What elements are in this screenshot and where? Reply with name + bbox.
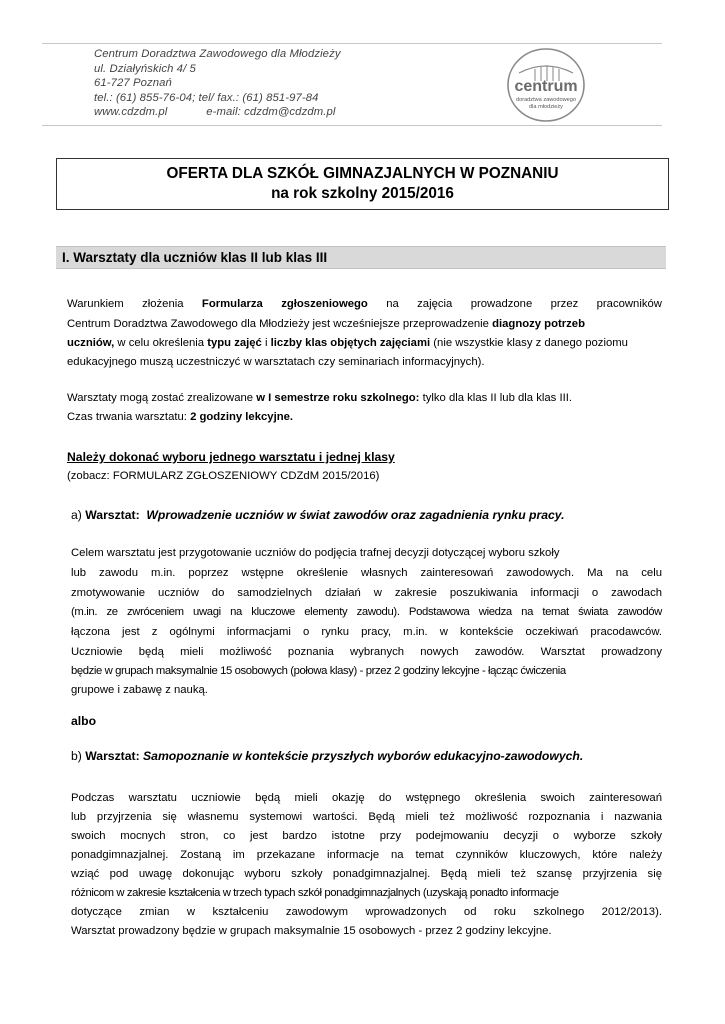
section-heading: I. Warsztaty dla uczniów klas II lub klas III (62, 250, 328, 265)
or-label: albo (71, 714, 97, 728)
workshop-a-line: lub zawodu m.in. poprzez wstępne określenie własnych zainteresowań zawodowych. Ma na celu (71, 567, 662, 579)
workshop-b-line: lub przyjrzenia się własnemu systemowi wartości. Będą mieli też możliwość rozpoznania i nazwania (71, 811, 662, 823)
workshop-a-line: Celem warsztatu jest przygotowanie uczniów do podjęcia trafnej decyzji dotyczącej wyboru szkoły (71, 547, 560, 559)
text-run-bold: diagnozy potrzeb (492, 318, 585, 330)
text-run: w celu określenia (114, 337, 208, 349)
word-bold: zgłoszeniowego (281, 298, 368, 310)
workshop-b-line: Warsztat prowadzony będzie w grupach maksymalnie 15 osobowych - przez 2 godziny lekcyjne. (71, 925, 552, 937)
workshop-a-heading (71, 508, 565, 523)
letterhead-street: ul. Działyńskich 4/ 5 (94, 62, 196, 75)
word-bold: Formularza (201, 298, 263, 310)
offer-title-box (56, 158, 669, 210)
word: pracowników (596, 298, 662, 310)
header-top-rule (42, 43, 662, 44)
workshop-a-line: (m.in. ze zwróceniem uwagi na kluczowe elementy zawodu). Podstawowa wiedza na temat świata zawodów (71, 606, 662, 618)
letterhead-org-name: Centrum Doradztwa Zawodowego dla Młodzieży (94, 48, 341, 60)
intro-line-3 (67, 336, 628, 351)
centrum-logo-graphic (505, 45, 587, 125)
workshop-b-line: swoich mocnych stron, co jest bardzo istotne przy podejmowaniu decyzji o wyborze szkoły (71, 830, 662, 842)
intro-line-1 (67, 297, 662, 312)
text-run-bold: w I semestrze roku szkolnego: (256, 392, 420, 404)
text-run-bold: 2 godziny lekcyjne. (190, 411, 294, 423)
list-marker-b: b) (71, 749, 86, 763)
text-run-bold: liczby klas objętych zajęciami (270, 337, 431, 349)
text-run: tylko dla klas II lub dla klas III. (419, 392, 573, 404)
offer-title: OFERTA DLA SZKÓŁ GIMNAZJALNYCH W POZNANIU (166, 165, 559, 182)
text-run-bold: typu zajęć (207, 337, 262, 349)
workshop-b-line: ponadgimnazjalnej. Zostaną im przekazane informacje na temat czynników kluczowych, które należy (71, 849, 662, 861)
school-year: na rok szkolny 2015/2016 (271, 185, 454, 202)
word: na (386, 298, 399, 310)
letterhead-postal: 61-727 Poznań (94, 77, 172, 90)
choice-heading: Należy dokonać wyboru jednego warsztatu i jednej klasy (67, 450, 395, 464)
logo-tagline-2: dla młodzieży (529, 104, 563, 110)
letterhead-address (94, 47, 341, 120)
text-run: Czas trwania warsztatu: (67, 411, 191, 423)
word: Warunkiem (67, 298, 124, 310)
intro-line-2 (67, 317, 585, 332)
semester-line (67, 391, 572, 406)
duration-line (67, 410, 293, 425)
text-run: i (261, 337, 271, 349)
word: zajęcia (417, 298, 453, 310)
text-run: Centrum Doradztwa Zawodowego dla Młodzieży jest wcześniejsze przeprowadzenie (67, 318, 493, 330)
section-heading-bar (56, 246, 666, 269)
workshop-label: Warsztat: (85, 749, 140, 763)
word: złożenia (142, 298, 184, 310)
workshop-b-title: Samopoznanie w kontekście przyszłych wyborów edukacyjno-zawodowych. (143, 749, 584, 763)
centrum-logo (505, 45, 587, 125)
workshop-a-line: łączona jest z ogólnymi informacjami o rynku pracy, m.in. w kontekście oczekiwań pracodawców. (71, 626, 662, 638)
workshop-a-line: grupowe i zabawę z nauką. (71, 684, 208, 696)
list-marker-a: a) (71, 508, 86, 522)
header-bottom-rule (42, 125, 662, 126)
workshop-b-line: Podczas warsztatu uczniowie będą mieli okazję do wstępnego określenia swoich zainteresowań (71, 792, 662, 804)
word: prowadzone (470, 298, 533, 310)
workshop-a-line: zmotywowanie uczniów do samodzielnych działań w zakresie poszukiwania informacji o zawodach (71, 587, 662, 599)
workshop-a-line: będzie w grupach maksymalnie 15 osobowych (połowa klasy) - przez 2 godziny lekcyjne - łącząc ćwiczenia (71, 665, 566, 677)
text-run-bold: uczniów, (67, 337, 115, 349)
workshop-label: Warsztat: (85, 508, 140, 522)
workshop-b-line: dotyczące zmian w kształceniu zawodowym wprowadzonych od roku szkolnego 2012/2013). (71, 906, 662, 918)
word: przez (550, 298, 579, 310)
workshop-b-heading (71, 749, 583, 764)
workshop-b-line: różnicom w zakresie kształcenia w trzech typach szkół ponadgimnazjalnych (uzyskają ponadto informacje (71, 887, 559, 899)
workshop-b-line: wziąć pod uwagę dokonując wyboru szkoły ponadgimnazjalnej. Będą mieli też szansę przyjrzenia się (71, 868, 662, 880)
text-run: Warsztaty mogą zostać zrealizowane (67, 392, 257, 404)
logo-wordmark: centrum (514, 78, 578, 95)
letterhead-phone: tel.: (61) 855-76-04; tel/ fax.: (61) 851-97-84 (94, 91, 319, 104)
letterhead-web-email: www.cdzdm.pl e-mail: cdzdm@cdzdm.pl (94, 106, 336, 119)
text-run: (nie wszystkie klasy z danego poziomu (430, 337, 628, 349)
logo-tagline-1: doradztwa zawodowego (515, 97, 577, 103)
workshop-a-line: Uczniowie będą mieli możliwość poznania wybranych nowych zawodów. Warsztat prowadzony (71, 646, 662, 658)
form-reference-note: (zobacz: FORMULARZ ZGŁOSZENIOWY CDZdM 2015/2016) (67, 470, 380, 482)
workshop-a-title: Wprowadzenie uczniów w świat zawodów oraz zagadnienia rynku pracy. (146, 508, 565, 522)
intro-line-4: edukacyjnego muszą uczestniczyć w warsztatach czy seminariach informacyjnych). (67, 356, 485, 368)
